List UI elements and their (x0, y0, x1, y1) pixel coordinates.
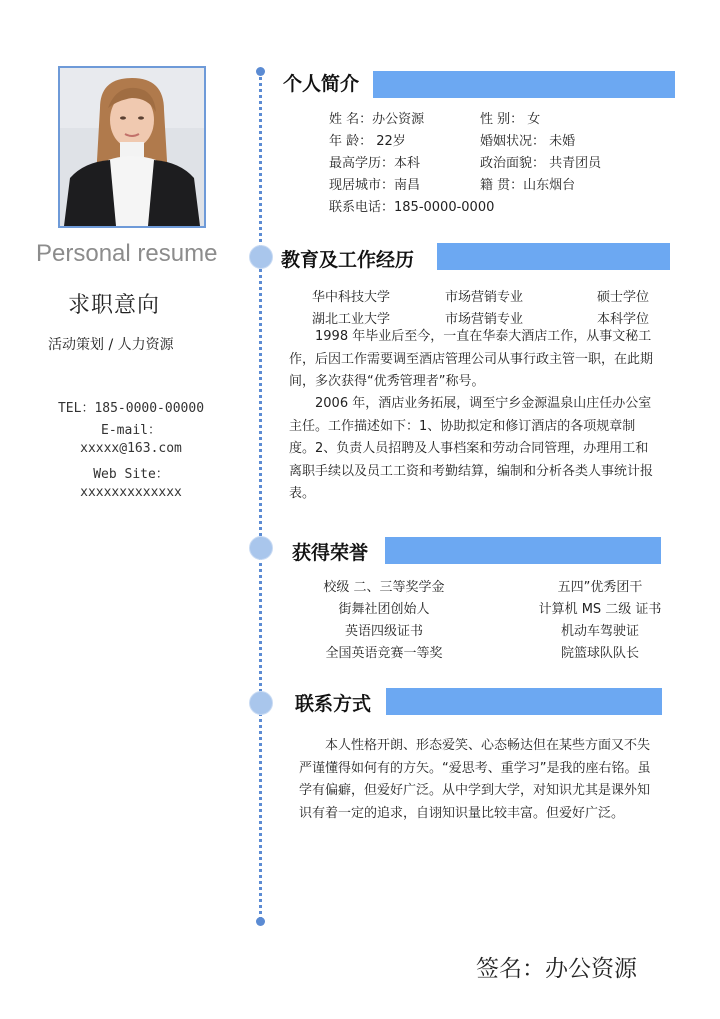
honor-left-1: 校级 二、三等奖学金 (323, 580, 445, 595)
work-paragraph-1: 1998 年毕业后至今，一直在华泰大酒店工作，从事文秘工作，后因工作需要调至酒店管理公司从事行政主管一职，在此期间，多次获得“优秀管理者”称号。 (289, 329, 654, 389)
section-bar-education (437, 243, 670, 270)
web-label: Web Site： (93, 467, 169, 482)
timeline-dot-top (256, 67, 265, 76)
honor-right-3: 机动车驾驶证 (560, 624, 639, 639)
honor-right-1: 五四”优秀团干 (557, 580, 643, 595)
timeline-dot-bottom (256, 917, 265, 926)
self-evaluation-text: 本人性格开朗、形态爱笑、心态畅达但在某些方面又不失严谨懂得如何有的方矢。“爱思考、重学习”是我的座右铭。虽学有偏癖，但爱好广泛。从中学到大学，对知识尤其是课外知识有着一定的追求，自诩知识量比较丰富。但爱好广泛。 (299, 738, 651, 821)
work-paragraph-2: 2006 年，酒店业务拓展，调至宁乡金源温泉山庄任办公室主任。工作描述如下：1、协助拟定和修订酒店的各项规章制度。2、负责人员招聘及人事档案和劳动合同管理，办理用工和离职手续以及员工工资和考勤结算，编制和分析各类人事统计报表。 (289, 396, 654, 501)
profile-hometown: 籍 贯：山东烟台 (480, 178, 576, 193)
section-bar-profile (373, 71, 675, 98)
school-1-major: 市场营销专业 (445, 290, 524, 305)
profile-photo (58, 66, 206, 228)
email-label: E-mail： (101, 423, 161, 438)
profile-gender: 性 别： 女 (480, 112, 541, 127)
timeline-line (259, 70, 262, 920)
timeline-node-education (249, 245, 273, 269)
section-bar-contact (386, 688, 662, 715)
honor-left-4: 全国英语竞赛一等奖 (325, 646, 443, 661)
tel-text: TEL：185-0000-00000 (57, 401, 205, 416)
school-2-name: 湖北工业大学 (312, 312, 391, 327)
timeline-node-contact (249, 691, 273, 715)
profile-degree: 最高学历：本科 (329, 156, 421, 171)
section-title-profile: 个人简介 (283, 73, 360, 95)
profile-political: 政治面貌： 共青团员 (480, 156, 602, 171)
profile-age: 年 龄： 22岁 (329, 134, 406, 149)
school-2-degree: 本科学位 (597, 312, 650, 327)
profile-name: 姓 名：办公资源 (329, 112, 425, 127)
honor-right-4: 院篮球队队长 (560, 646, 639, 661)
honor-left-3: 英语四级证书 (344, 624, 423, 639)
english-title: Personal resume (36, 240, 218, 267)
section-title-education: 教育及工作经历 (281, 249, 415, 271)
web-value: xxxxxxxxxxxxx (80, 485, 182, 500)
profile-city: 现居城市：南昌 (329, 178, 421, 193)
section-title-contact: 联系方式 (295, 693, 372, 715)
section-bar-honors (385, 537, 661, 564)
school-1-degree: 硕士学位 (597, 290, 650, 305)
honor-right-2: 计算机 MS 二级 证书 (538, 602, 662, 617)
honor-left-2: 街舞社团创始人 (338, 602, 430, 617)
school-1-name: 华中科技大学 (312, 290, 391, 305)
school-2-major: 市场营销专业 (445, 312, 524, 327)
job-intent-title: 求职意向 (68, 293, 161, 318)
signature: 签名：办公资源 (476, 956, 637, 982)
job-intent-value: 活动策划 / 人力资源 (48, 337, 174, 353)
timeline-node-honors (249, 536, 273, 560)
profile-phone: 联系电话：185-0000-0000 (329, 200, 495, 215)
email-value: xxxxx@163.com (80, 441, 182, 456)
section-title-honors: 获得荣誉 (292, 542, 369, 564)
profile-marital: 婚姻状况： 未婚 (480, 134, 576, 149)
